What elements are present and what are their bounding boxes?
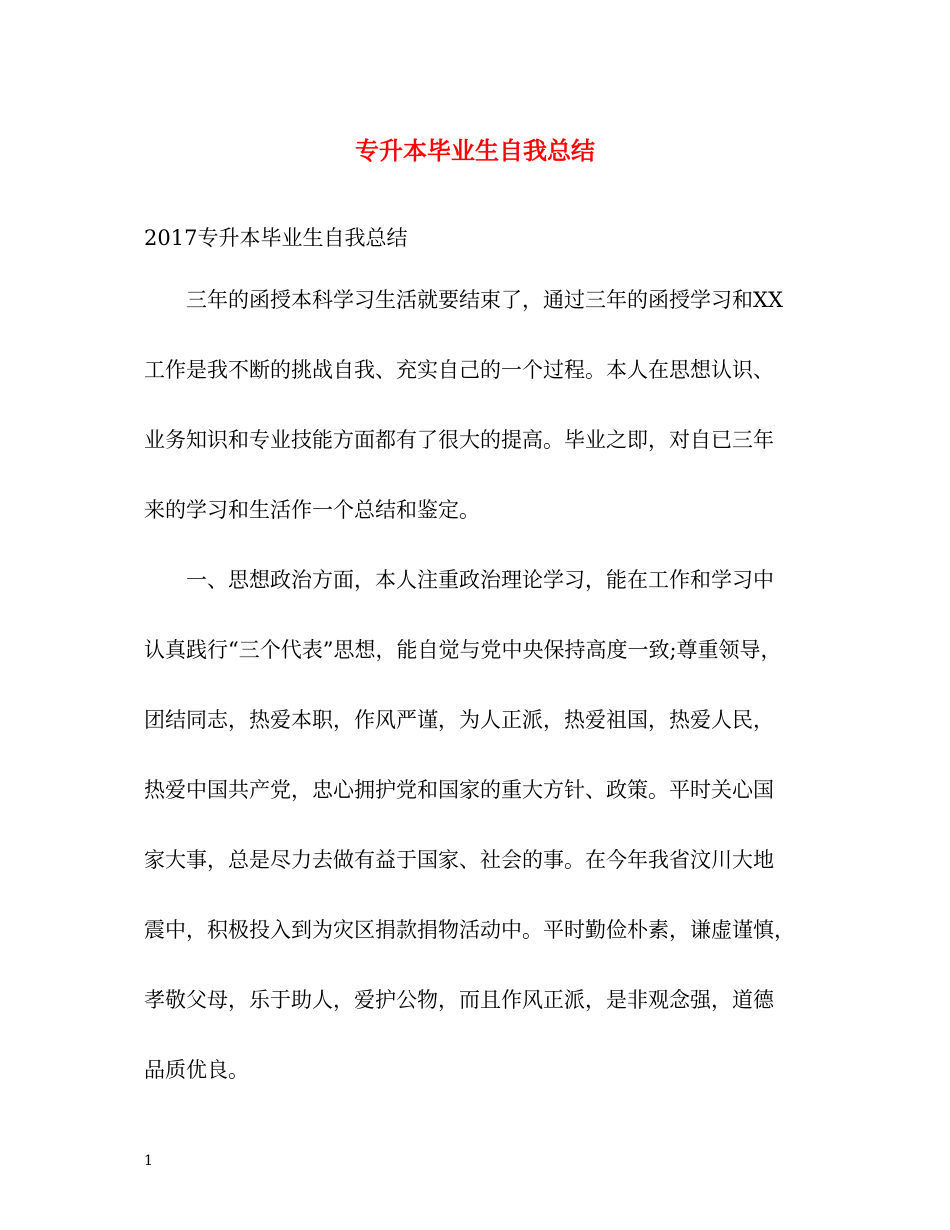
paragraph-line: 业务知识和专业技能方面都有了很大的提高。毕业之即，对自已三年 [144, 428, 774, 452]
paragraph-line: 三年的函授本科学习生活就要结束了，通过三年的函授学习和XX [144, 288, 783, 312]
paragraph-line: 品质优良。 [144, 1058, 249, 1082]
paragraph-line: 家大事，总是尽力去做有益于国家、社会的事。在今年我省汶川大地 [144, 848, 774, 872]
paragraph-line: 热爱中国共产党，忠心拥护党和国家的重大方针、政策。平时关心国 [144, 778, 774, 802]
document-title: 专升本毕业生自我总结 [355, 136, 595, 165]
paragraph-line: 工作是我不断的挑战自我、充实自己的一个过程。本人在思想认识、 [144, 358, 774, 382]
paragraph-line: 一、思想政治方面，本人注重政治理论学习，能在工作和学习中 [144, 568, 774, 592]
paragraph-line: 震中，积极投入到为灾区捐款捐物活动中。平时勤俭朴素，谦虚谨慎， [144, 918, 795, 942]
document-subtitle: 2017专升本毕业生自我总结 [144, 226, 408, 250]
paragraph-line: 认真践行“三个代表”思想，能自觉与党中央保持高度一致;尊重领导， [144, 638, 782, 662]
paragraph-line: 孝敬父母，乐于助人，爱护公物，而且作风正派，是非观念强，道德 [144, 988, 774, 1012]
paragraph-line: 来的学习和生活作一个总结和鉴定。 [144, 498, 480, 522]
page-number: 1 [144, 1153, 153, 1169]
paragraph-line: 团结同志，热爱本职，作风严谨，为人正派，热爱祖国，热爱人民， [144, 708, 774, 732]
